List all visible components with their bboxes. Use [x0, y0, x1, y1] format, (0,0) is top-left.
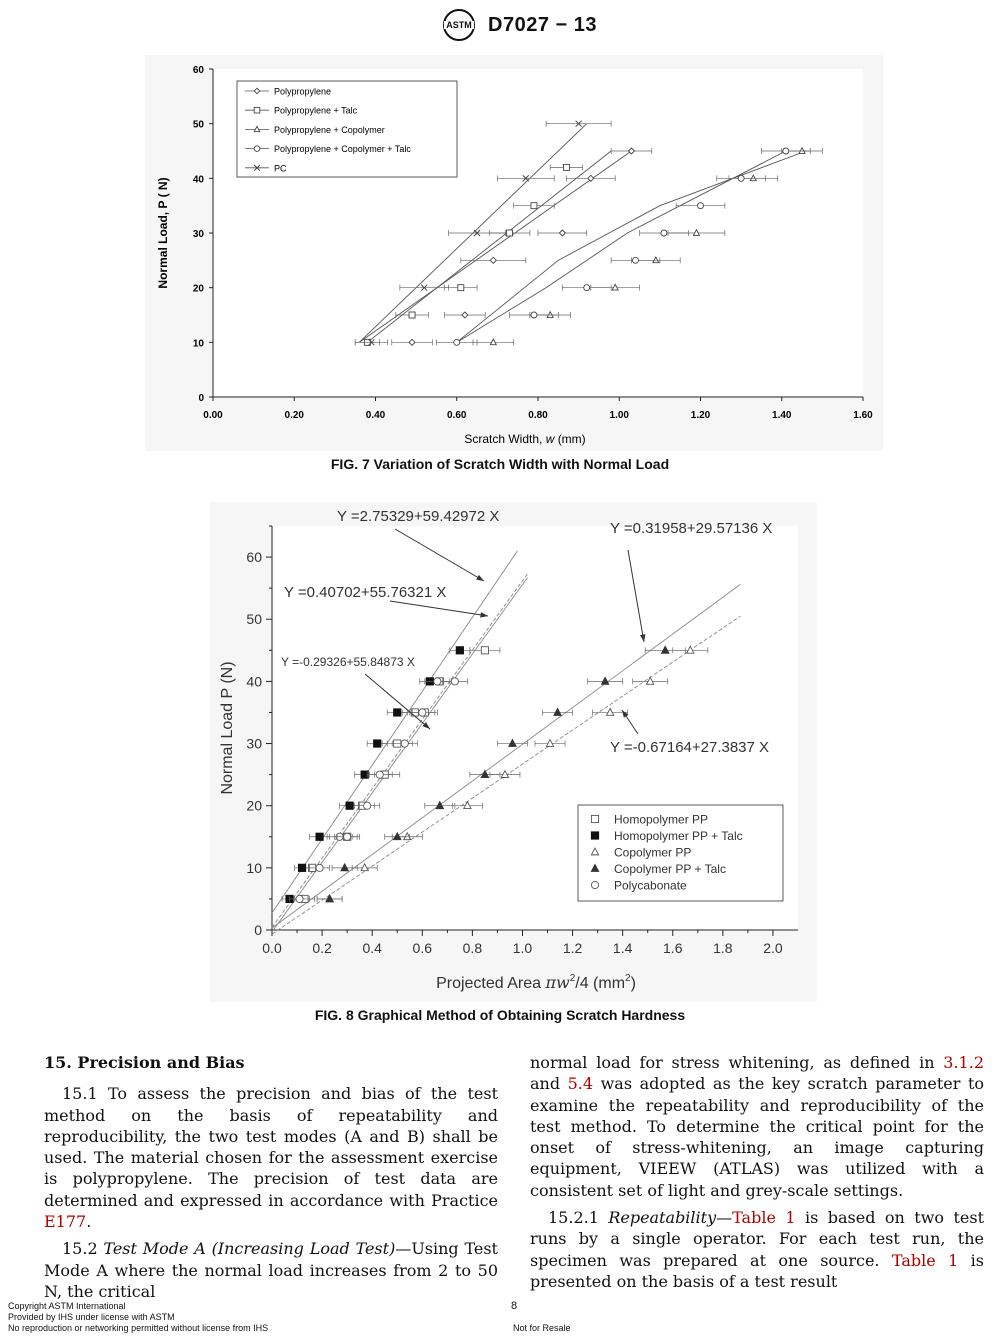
- fig8-legend-label: Homopolymer PP + Talc: [614, 829, 743, 843]
- fig8-y-tick-label: 0: [254, 922, 262, 938]
- fig8-x-axis-label: Projected Area $\pi w^2/4$ $(mm^2)$: [436, 973, 636, 992]
- fig8-equation-label: Y =0.31958+29.57136 X: [610, 520, 773, 537]
- fig8-equation-label: Y =-0.29326+55.84873 X: [281, 655, 415, 669]
- ref-5-4-link[interactable]: 5.4: [567, 1074, 594, 1094]
- paragraph-15-1: 15.1 To assess the precision and bias of the test method on the basis of repeatability and reproducibility, the two test modes (A and B) shall be used. The material chosen for the assessment exercise is polypropylene. The precision of test data are determined and expressed in accordance with Practice E177.: [44, 1084, 498, 1232]
- fig8-y-tick-label: 30: [246, 735, 262, 752]
- fig8-legend-label: Copolymer PP: [614, 845, 692, 860]
- fig7-x-tick-label: 1.00: [609, 410, 629, 421]
- fig8-legend-marker: [591, 815, 598, 822]
- fig7-data-point: [563, 164, 569, 170]
- fig8-data-point: [296, 895, 303, 902]
- fig7-x-tick-label: 1.20: [690, 410, 711, 421]
- fig8-y-tick-label: 40: [246, 673, 262, 690]
- fig8-legend: [578, 805, 783, 901]
- fig8-equation-label: Y =2.75329+59.42972 X: [337, 508, 500, 525]
- fig8-x-tick-label: 2.0: [763, 940, 783, 956]
- fig7-y-tick-label: 10: [192, 338, 204, 350]
- text-column-right: [530, 1052, 984, 1298]
- fig7-y-tick-label: 30: [192, 229, 204, 240]
- fig8-legend-marker: [591, 881, 598, 888]
- fig8-data-point: [419, 709, 426, 716]
- fig8-x-tick-label: 1.0: [512, 940, 533, 956]
- fig7-y-tick-label: 0: [198, 393, 204, 404]
- fig8-y-axis-label: Normal Load P (N): [219, 661, 236, 795]
- fig7-x-tick-label: 1.40: [772, 410, 792, 421]
- fig7-data-point: [531, 312, 537, 318]
- fig7-data-point: [584, 285, 590, 291]
- fig8-legend-label: Copolymer PP + Talc: [614, 862, 726, 876]
- fig7-data-point: [783, 148, 789, 154]
- fig7-x-tick-label: 1.60: [853, 410, 873, 421]
- fig8-data-point: [456, 647, 463, 654]
- astm-logo-icon: [440, 8, 478, 42]
- fig8-x-tick-label: 0.4: [362, 940, 382, 956]
- fig7-y-tick-label: 20: [192, 283, 204, 295]
- fig8-x-tick-label: 0.2: [312, 940, 332, 956]
- fig7-legend-marker: [254, 107, 260, 113]
- fig7-data-point: [409, 312, 415, 318]
- fig8-data-point: [364, 802, 371, 809]
- fig8-data-point: [344, 833, 351, 840]
- fig8-chart: [210, 502, 817, 1002]
- fig7-legend-label: PC: [274, 163, 287, 174]
- fig7-x-tick-label: 0.00: [203, 410, 223, 421]
- fig7-legend-marker: [254, 146, 260, 152]
- ref-table1-link[interactable]: Table 1: [732, 1208, 796, 1228]
- fig7-legend-label: Polypropylene: [274, 86, 332, 97]
- fig7-legend-label: Polypropylene + Talc: [274, 105, 358, 116]
- paragraph-15-2: 15.2 Test Mode A (Increasing Load Test)—Using Test Mode A where the normal load increases from 2 to 50 N, the critical: [44, 1239, 498, 1301]
- fig8-x-tick-label: 1.4: [612, 940, 633, 956]
- fig8-y-tick-label: 10: [246, 859, 262, 876]
- fig8-x-tick-label: 1.2: [562, 940, 583, 956]
- copyright-footer: Copyright ASTM International Provided by IHS under license with ASTM No reproduction or networking permitted without license from IHS: [8, 1301, 269, 1333]
- fig8-data-point: [394, 709, 401, 716]
- fig7-data-point: [633, 257, 639, 263]
- fig8-x-tick-label: 0.8: [462, 940, 483, 956]
- fig7-data-point: [531, 203, 537, 209]
- fig8-y-tick-label: 60: [246, 549, 262, 566]
- fig7-caption: FIG. 7 Variation of Scratch Width with Normal Load: [330, 456, 670, 472]
- fig7-legend-label: Polypropylene + Copolymer: [274, 124, 385, 135]
- fig7-x-tick-label: 0.60: [447, 410, 467, 421]
- fig7-x-tick-label: 0.20: [284, 410, 304, 421]
- fig7-legend-label: Polypropylene + Copolymer + Talc: [274, 144, 411, 155]
- fig7-data-point: [507, 230, 513, 236]
- fig8-y-tick-label: 50: [246, 611, 262, 628]
- not-for-resale: Not for Resale: [513, 1323, 571, 1333]
- fig7-data-point: [454, 339, 460, 345]
- fig8-data-point: [434, 678, 441, 685]
- page-header: [0, 6, 1000, 40]
- fig7-x-tick-label: 0.40: [365, 410, 386, 421]
- fig8-equation-label: Y =-0.67164+27.3837 X: [610, 739, 770, 756]
- fig8-data-point: [298, 864, 305, 871]
- fig8-data-point: [401, 740, 408, 747]
- fig7-x-axis-label: Scratch Width, w (mm): [464, 432, 586, 446]
- paragraph-15-2-cont: normal load for stress whitening, as defined in 3.1.2 and 5.4 was adopted as the key scratch parameter to examine the repeatability and reproducibility of the test method. To determine the critical point for the onset of stress-whitening, an image capturing equipment, VIEEW (ATLAS) was utilized with a consistent set of light and grey-scale settings.: [530, 1053, 985, 1200]
- fig8-data-point: [376, 771, 383, 778]
- fig8-legend-label: Homopolymer PP: [614, 812, 709, 827]
- fig8-y-tick-label: 20: [246, 797, 262, 814]
- fig8-data-point: [481, 647, 488, 654]
- svg-text:ASTM: ASTM: [446, 20, 472, 30]
- fig7-y-tick-label: 60: [192, 65, 204, 76]
- fig7-data-point: [698, 203, 704, 209]
- fig8-legend-label: Polycabonate: [614, 878, 687, 893]
- fig7-y-tick-label: 50: [192, 119, 204, 131]
- page-number: 8: [511, 1300, 518, 1312]
- fig7-data-point: [458, 285, 464, 291]
- fig8-data-point: [346, 802, 353, 809]
- fig8-data-point: [316, 833, 323, 840]
- ref-3-1-2-link[interactable]: 3.1.2: [943, 1053, 984, 1072]
- fig8-data-point: [374, 740, 381, 747]
- fig8-caption: FIG. 8 Graphical Method of Obtaining Scratch Hardness: [314, 1007, 686, 1023]
- paragraph-15-2-1: 15.2.1 Repeatability—Table 1 is based on two test runs by a single operator. For each test run, the specimen was prepared at one source. Table 1 is presented on the basis of a test result: [530, 1208, 985, 1291]
- fig7-x-tick-label: 0.80: [528, 410, 548, 421]
- fig7-chart: [145, 55, 883, 451]
- fig7-data-point: [738, 175, 744, 181]
- fig8-equation-label: Y =0.40702+55.76321 X: [284, 584, 447, 601]
- fig8-x-tick-label: 0.6: [412, 940, 433, 956]
- fig7-y-axis-label: Normal Load, P ( N): [156, 177, 170, 289]
- fig8-data-point: [451, 678, 458, 685]
- text-column-left: [44, 1052, 498, 1308]
- standard-designation: D7027 − 13: [488, 14, 597, 36]
- fig8-data-point: [316, 864, 323, 871]
- fig8-legend-marker: [591, 832, 598, 839]
- fig8-x-tick-label: 0.0: [262, 940, 282, 956]
- section-heading: 15. Precision and Bias: [44, 1053, 245, 1072]
- ref-e177-link[interactable]: E177: [44, 1212, 87, 1232]
- fig7-y-tick-label: 40: [192, 174, 204, 186]
- ref-table1-link-2[interactable]: Table 1: [891, 1250, 959, 1270]
- fig8-x-tick-label: 1.8: [713, 940, 733, 956]
- fig8-x-tick-label: 1.6: [663, 940, 683, 956]
- fig7-legend: [237, 81, 457, 177]
- fig7-data-point: [661, 230, 667, 236]
